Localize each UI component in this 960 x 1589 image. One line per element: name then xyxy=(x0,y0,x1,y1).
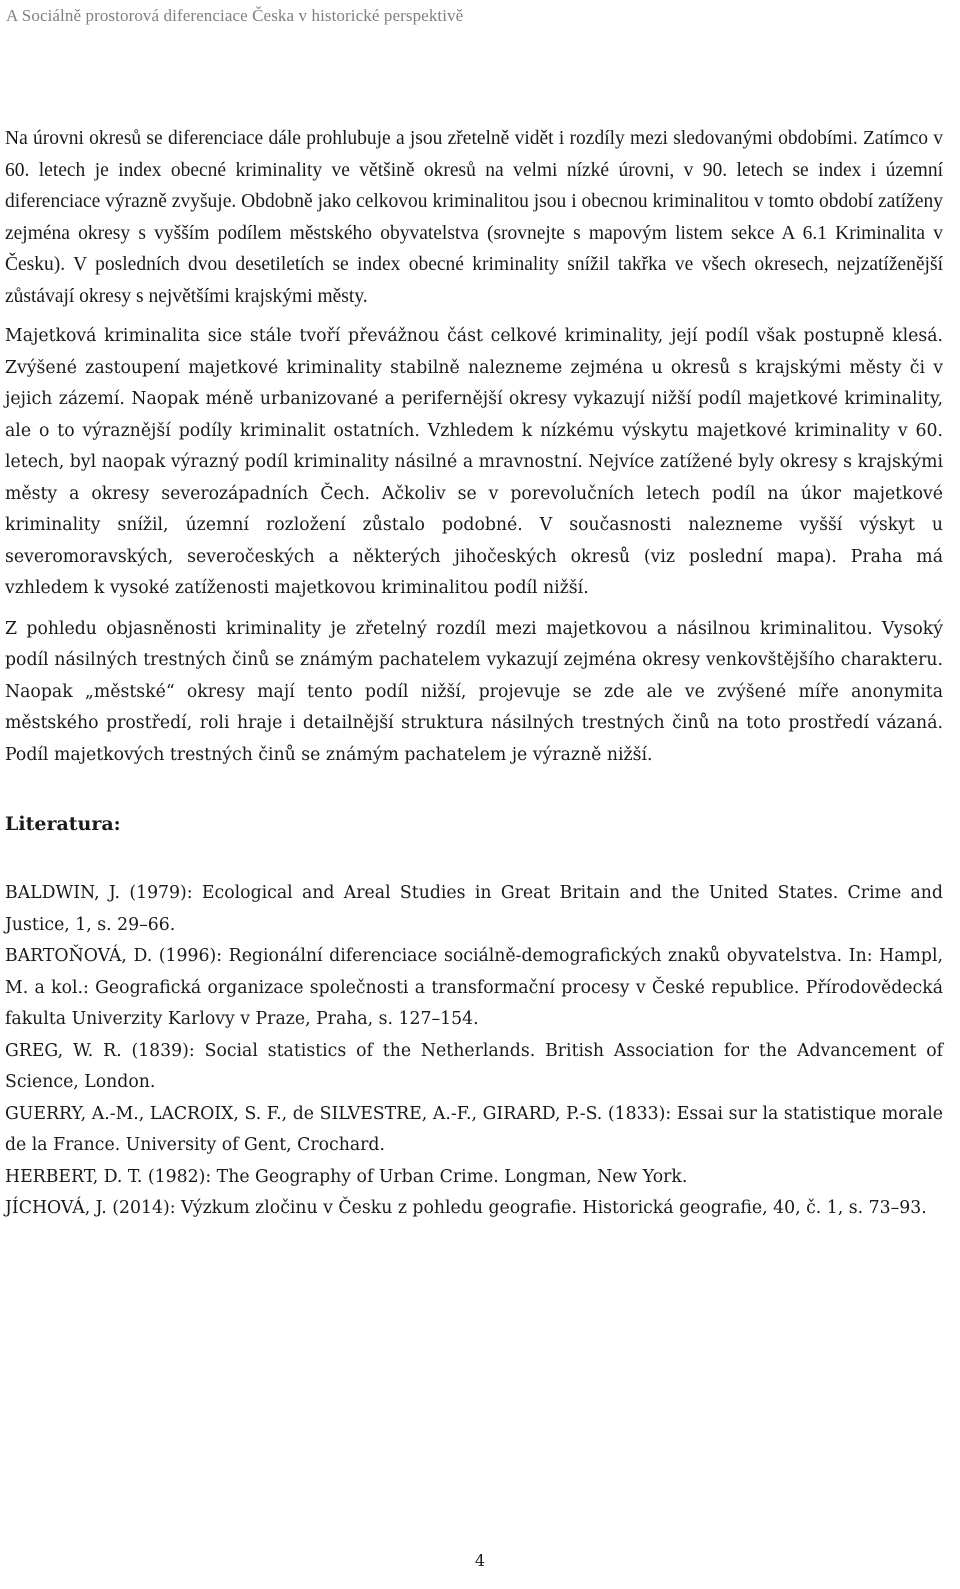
paragraph-clearance-rate: Z pohledu objasněnosti kriminality je zřetelný rozdíl mezi majetkovou a násilnou kriminalitou. Vysoký podíl násilných trestných činů se známým pachatelem vykazují zejména okresy venkovštějšího charakteru. Naopak „městské“ okresy mají tento podíl nižší, projevuje se zde ale ve zvýšené míře anonymita městského prostředí, roli hraje i detailnější struktura násilných trestných činů na toto prostředí vázaná. Podíl majetkových trestných činů se známým pachatelem je výrazně nižší. xyxy=(5,618,943,765)
reference-item: GREG, W. R. (1839): Social statistics of the Netherlands. British Association for the Advancement of Science, London. xyxy=(5,1040,943,1092)
page-number: 4 xyxy=(474,1551,486,1570)
reference-item: JÍCHOVÁ, J. (2014): Výzkum zločinu v Česku z pohledu geografie. Historická geografie, 40, č. 1, s. 73–93. xyxy=(5,1198,927,1218)
literature-heading: Literatura: xyxy=(5,813,121,835)
reference-item: BALDWIN, J. (1979): Ecological and Areal Studies in Great Britain and the United States. Crime and Justice, 1, s. 29–66. xyxy=(5,883,943,935)
reference-item: BARTOŇOVÁ, D. (1996): Regionální diferenciace sociálně-demografických znaků obyvatelstva. In: Hampl, M. a kol.: Geografická organizace společnosti a transformační procesy v České republice. Přírodovědecká fakulta Univerzity Karlovy v Praze, Praha, s. 127–154. xyxy=(5,946,943,1029)
page-body xyxy=(5,123,943,1225)
paragraph-district-differentiation: Na úrovni okresů se diferenciace dále prohlubuje a jsou zřetelně vidět i rozdíly mezi sledovanými obdobími. Zatímco v 60. letech je index obecné kriminality ve většině okresů na velmi nízké úrovni, v 90. letech se index i územní diferenciace výrazně zvyšuje. Obdobně jako celkovou kriminalitou jsou i obecnou kriminalitou v tomto období zatíženy zejména okresy s vyšším podílem městského obyvatelstva (srovnejte s mapovým listem sekce A 6.1 Kriminalita v Česku). V posledních dvou desetiletích se index obecné kriminality snížil takřka ve všech okresech, nejzatíženější zůstávají okresy s největšími krajskými městy. xyxy=(5,128,943,307)
reference-list xyxy=(5,878,943,1225)
running-header: A Sociálně prostorová diferenciace Česka v historické perspektivě xyxy=(6,6,464,25)
reference-item: GUERRY, A.-M., LACROIX, S. F., de SILVESTRE, A.-F., GIRARD, P.-S. (1833): Essai sur la statistique morale de la France. University of Gent, Crochard. xyxy=(5,1103,943,1155)
paragraph-property-crime: Majetková kriminalita sice stále tvoří převážnou část celkové kriminality, její podíl však postupně klesá. Zvýšené zastoupení majetkové kriminality stabilně nalezneme zejména u okresů s krajskými městy či v jejich zázemí. Naopak méně urbanizované a perifernější okresy vykazují nižší podíl majetkové kriminality, ale o to výraznější podíly kriminalit ostatních. Vzhledem k nízkému výskytu majetkové kriminality v 60. letech, byl naopak výrazný podíl kriminality násilné a mravnostní. Nejvíce zatížené byly okresy s krajskými městy a okresy severozápadních Čech. Ačkoliv se v porevolučních letech podíl na úkor majetkové kriminality snížil, územní rozložení zůstalo podobné. V současnosti nalezneme vyšší výskyt u severomoravských, severočeských a některých jihočeských okresů (viz poslední mapa). Praha má vzhledem k vysoké zatíženosti majetkovou kriminalitou podíl nižší. xyxy=(5,326,943,598)
reference-item: HERBERT, D. T. (1982): The Geography of Urban Crime. Longman, New York. xyxy=(5,1166,688,1187)
